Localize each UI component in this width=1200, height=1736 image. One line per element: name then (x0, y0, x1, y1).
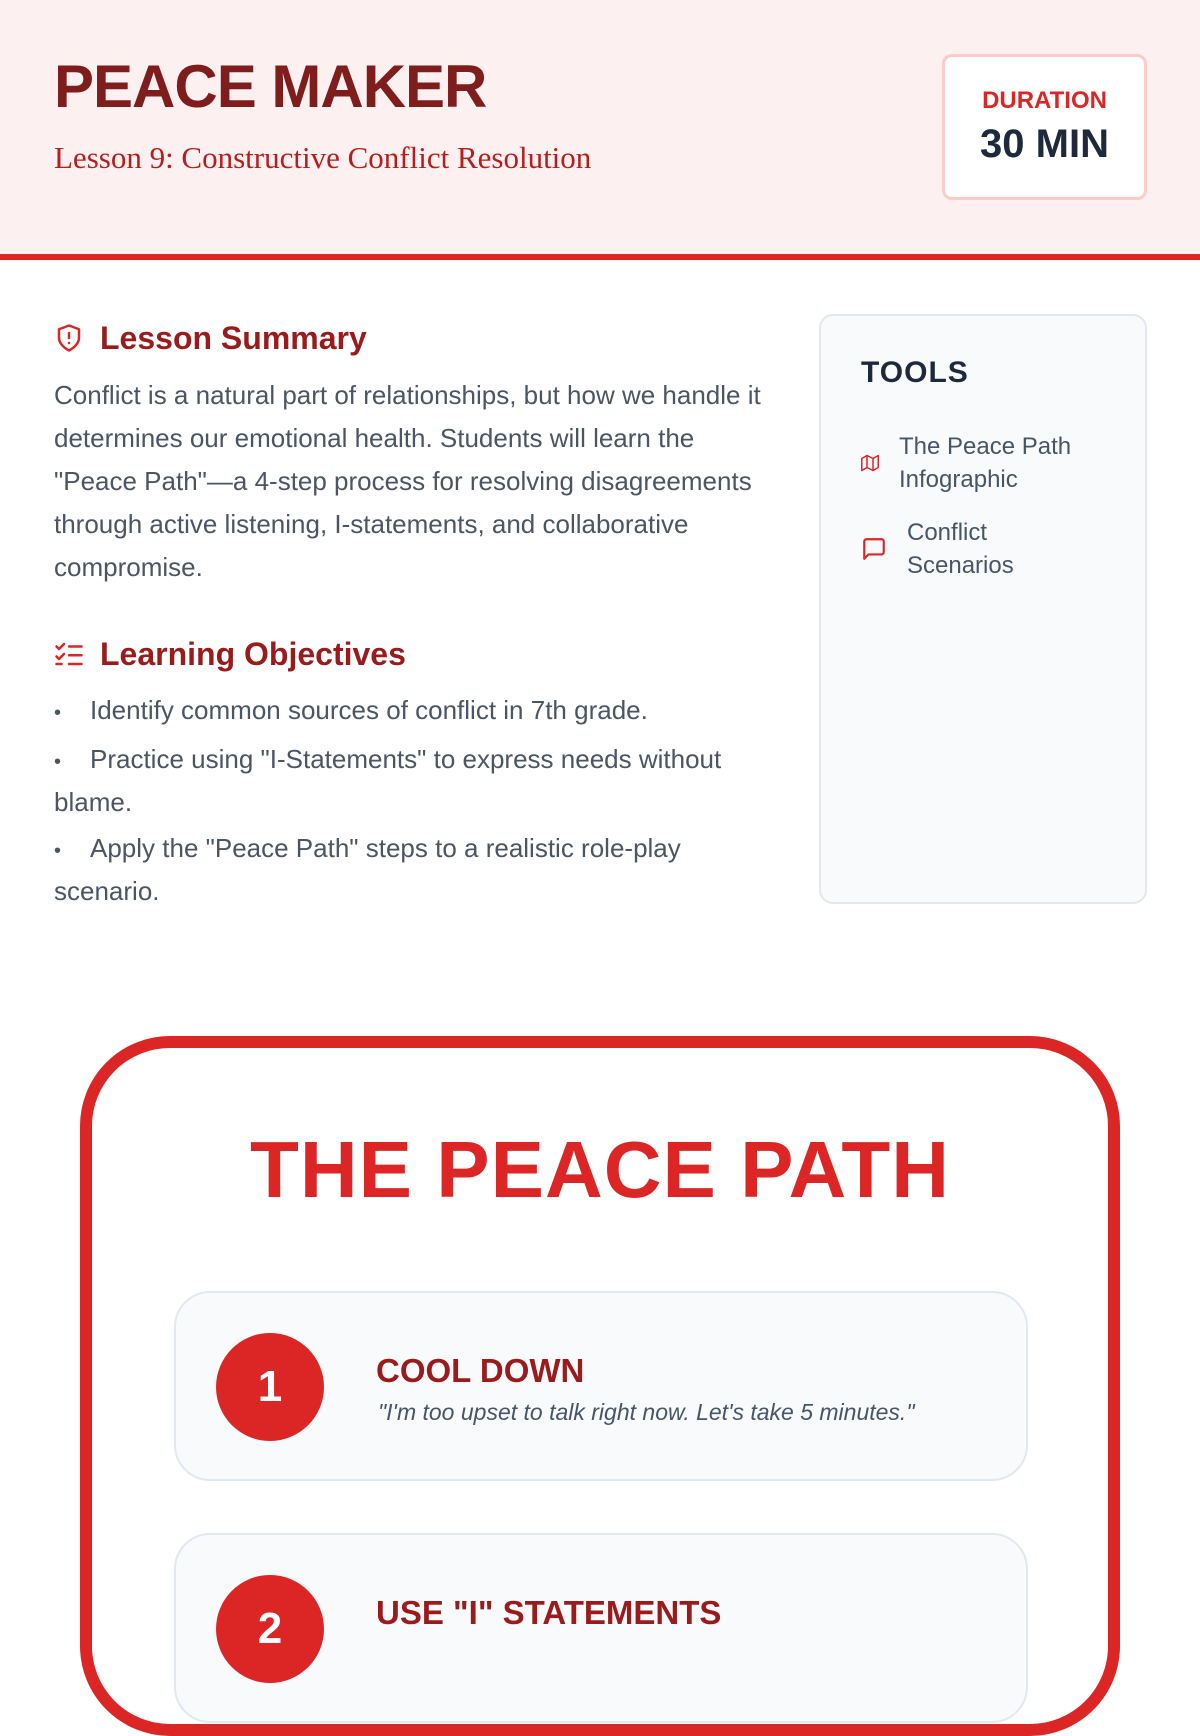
section-title: Lesson Summary (100, 320, 367, 356)
step-number-badge: 2 (216, 1575, 324, 1683)
checklist-icon (54, 639, 84, 669)
tool-link-peace-path[interactable] (861, 430, 1109, 496)
lesson-header (0, 0, 1200, 260)
message-square-icon (861, 536, 887, 562)
objectives-list (54, 690, 774, 917)
lesson-subtitle: Lesson 9: Constructive Conflict Resolution (54, 140, 592, 175)
peace-path-title: THE PEACE PATH (250, 1125, 950, 1214)
list-item: • Identify common sources of conflict in 7th grade. (54, 695, 648, 725)
tool-label: The Peace Path Infographic (899, 433, 1072, 493)
duration-badge (942, 54, 1147, 200)
section-title: Learning Objectives (100, 636, 406, 672)
list-item: • Apply the "Peace Path" steps to a realistic role-play scenario. (54, 833, 681, 906)
step-card (174, 1533, 1028, 1723)
page-title: PEACE MAKER (54, 53, 487, 120)
step-title: USE "I" STATEMENTS (376, 1594, 722, 1631)
learning-objectives-heading (54, 634, 406, 674)
lesson-summary-heading (54, 318, 367, 358)
duration-value: 30 MIN (980, 122, 1109, 166)
map-icon (861, 454, 879, 472)
step-title: COOL DOWN (376, 1352, 585, 1389)
list-item: • Practice using "I-Statements" to express needs without blame. (54, 744, 722, 817)
tool-label: Conflict Scenarios (907, 519, 1014, 579)
step-number-badge: 1 (216, 1333, 324, 1441)
step-quote: "I'm too upset to talk right now. Let's take 5 minutes." (378, 1399, 915, 1425)
tools-title: TOOLS (861, 356, 969, 389)
step-card (174, 1291, 1028, 1481)
tools-panel (819, 314, 1147, 904)
lesson-summary-text: Conflict is a natural part of relationships, but how we handle it determines our emotional health. Students will learn the "Peace Path"—a 4-step process for resolving disagreements through active listening, I-statements, and collaborative compromise. (54, 380, 761, 582)
duration-label: DURATION (982, 87, 1107, 114)
shield-alert-icon (54, 323, 84, 353)
tool-link-conflict-scenarios[interactable] (861, 516, 1047, 582)
